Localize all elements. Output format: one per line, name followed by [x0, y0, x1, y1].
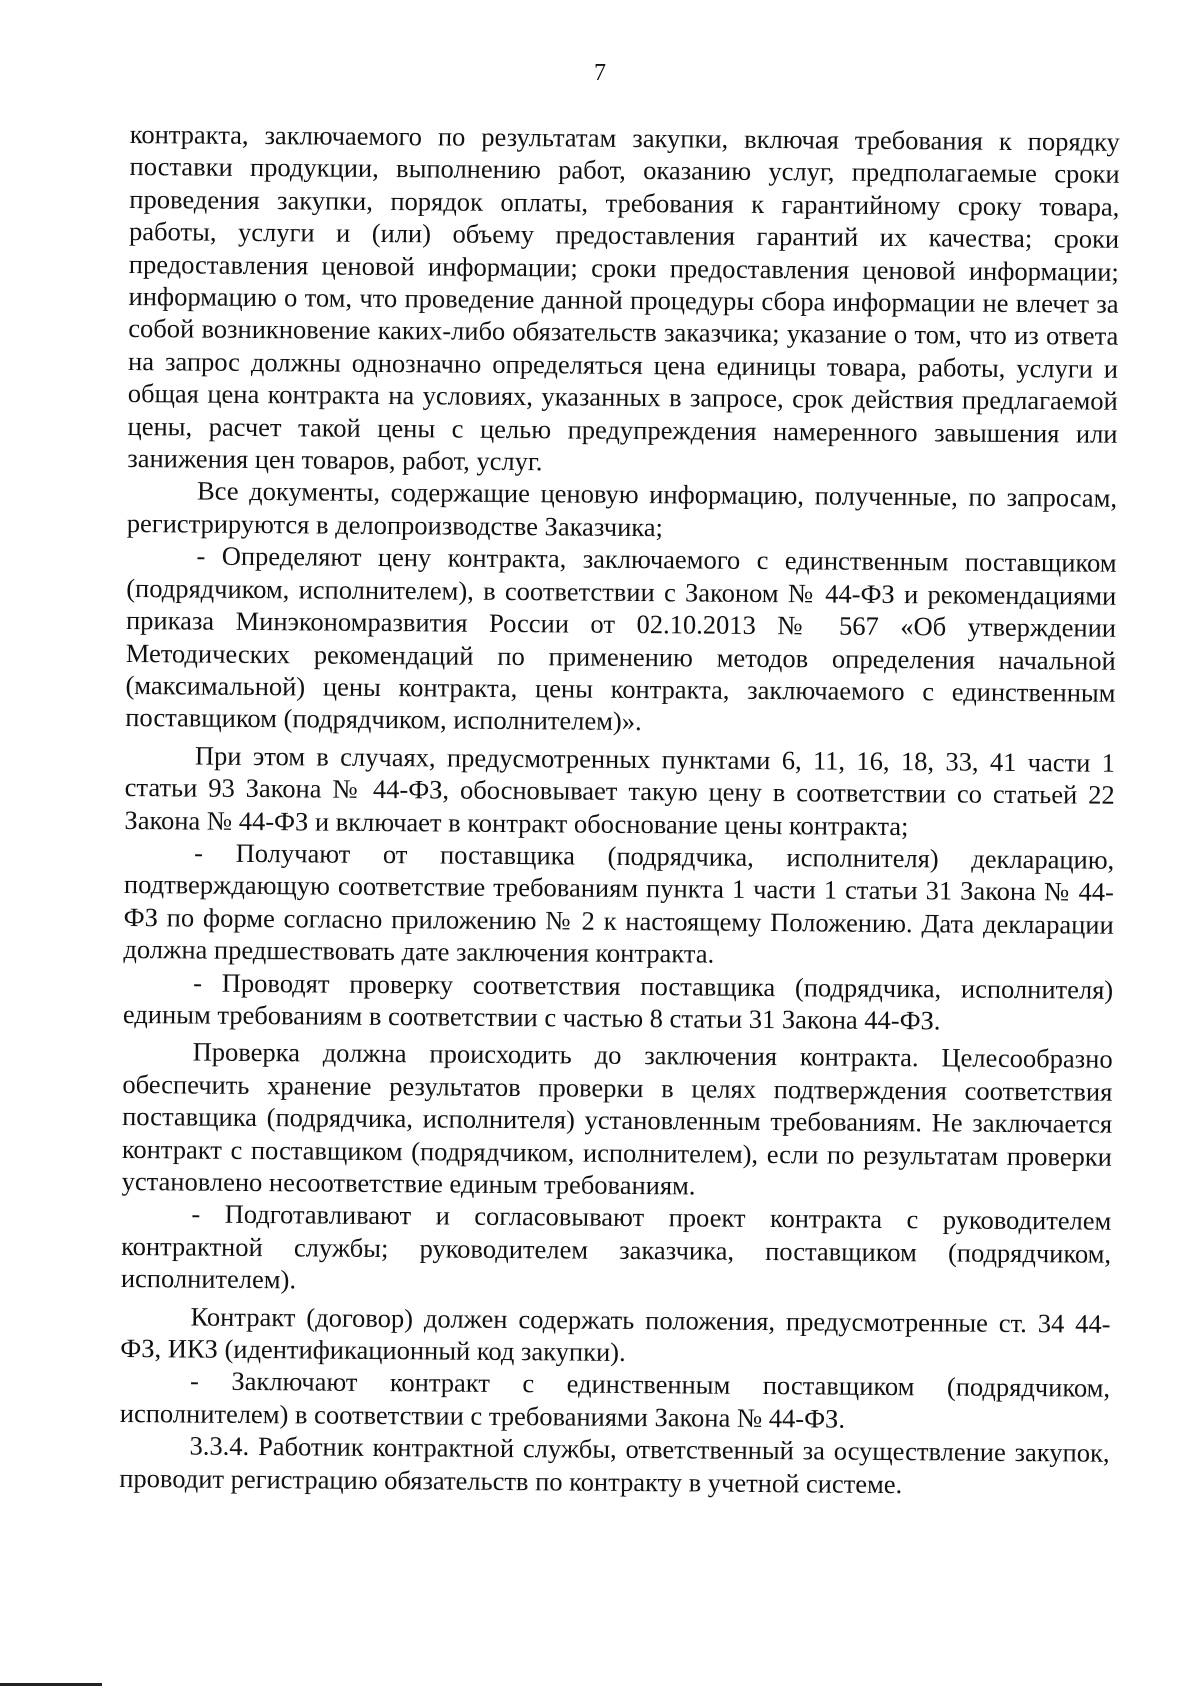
- paragraph-obligations-registration: 3.3.4. Работник контрактной службы, ответственный за осуществление закупок, проводит регистрацию обязательств по контракту в учетной системе.: [119, 1430, 1110, 1499]
- paragraph-check-timing: Проверка должна происходить до заключения контракта. Целесообразно обеспечить хранение результатов проверки в целях подтверждения соответствия поставщика (подрядчика, исполнителя) установленным требованиям. Не заключается контракт с поставщиком (подрядчиком, исполнителем), если по результатам проверки установлено несоответствие единым требованиям.: [121, 1036, 1113, 1201]
- paragraph-contract-requirements: контракта, заключаемого по результатам закупки, включая требования к порядку поставки продукции, выполнению работ, оказанию услуг, предполагаемые сроки проведения закупки, порядок оплаты, требования к гарантийному сроку товара, работы, услуги и (или) объему предоставления гарантий их качества; сроки предоставления ценовой информации; сроки предоставления ценовой информации; информацию о том, что проведение данной процедуры сбора информации не влечет за собой возникновение каких-либо обязательств заказчика; указание о том, что из ответа на запрос должны однозначно определяться цена единицы товара, работы, услуги и общая цена контракта на условиях, указанных в запросе, срок действия предлагаемой цены, расчет такой цены с целью предупреждения намеренного завышения или занижения цен товаров, работ, услуг.: [127, 118, 1120, 477]
- body-text: [119, 118, 1120, 1502]
- paragraph-draft-contract: - Подготавливают и согласовывают проект контракта с руководителем контрактной службы; руководителем заказчика, поставщиком (подрядчиком, исполнителем).: [120, 1198, 1112, 1295]
- paragraph-declaration: - Получают от поставщика (подрядчика, исполнителя) декларацию, подтверждающую соответствие требованиям пункта 1 части 1 статьи 31 Закона № 44-ФЗ по форме согласно приложению № 2 к настоящему Положению. Дата декларации должна предшествовать дате заключения контракта.: [123, 837, 1115, 969]
- scan-edge-line: [0, 1683, 102, 1686]
- paragraph-price-justification: При этом в случаях, предусмотренных пунктами 6, 11, 16, 18, 33, 41 части 1 статьи 93 Закона № 44-ФЗ, обосновывает такую цену в соответствии со статьей 22 Закона № 44-ФЗ и включает в контракт обоснование цены контракта;: [124, 740, 1116, 841]
- paragraph-conclude-contract: - Заключают контракт с единственным поставщиком (подрядчиком, исполнителем) в соответствии с требованиями Закона № 44-ФЗ.: [119, 1365, 1111, 1434]
- page-number: 7: [594, 60, 606, 86]
- paragraph-contract-provisions: Контракт (договор) должен содержать положения, предусмотренные ст. 34 44-ФЗ, ИКЗ (идентификационный код закупки).: [120, 1301, 1111, 1367]
- paragraph-determine-price: - Определяют цену контракта, заключаемого с единственным поставщиком (подрядчиком, исполнителем), в соответствии с Законом № 44-ФЗ и рекомендациями приказа Минэкономразвития России от 02.10.2013 № 567 «Об утверждении Методических рекомендаций по применению методов определения начальной (максимальной) цены контракта, цены контракта, заключаемого с единственным поставщиком (подрядчиком, исполнителем)».: [125, 540, 1117, 737]
- paragraph-supplier-check: - Проводят проверку соответствия поставщика (подрядчика, исполнителя) единым требованиям в соответствии с частью 8 статьи 31 Закона 44-ФЗ.: [122, 967, 1114, 1036]
- paragraph-documents-registration: Все документы, содержащие ценовую информацию, полученные, по запросам, регистрируются в делопроизводстве Заказчика;: [126, 476, 1118, 543]
